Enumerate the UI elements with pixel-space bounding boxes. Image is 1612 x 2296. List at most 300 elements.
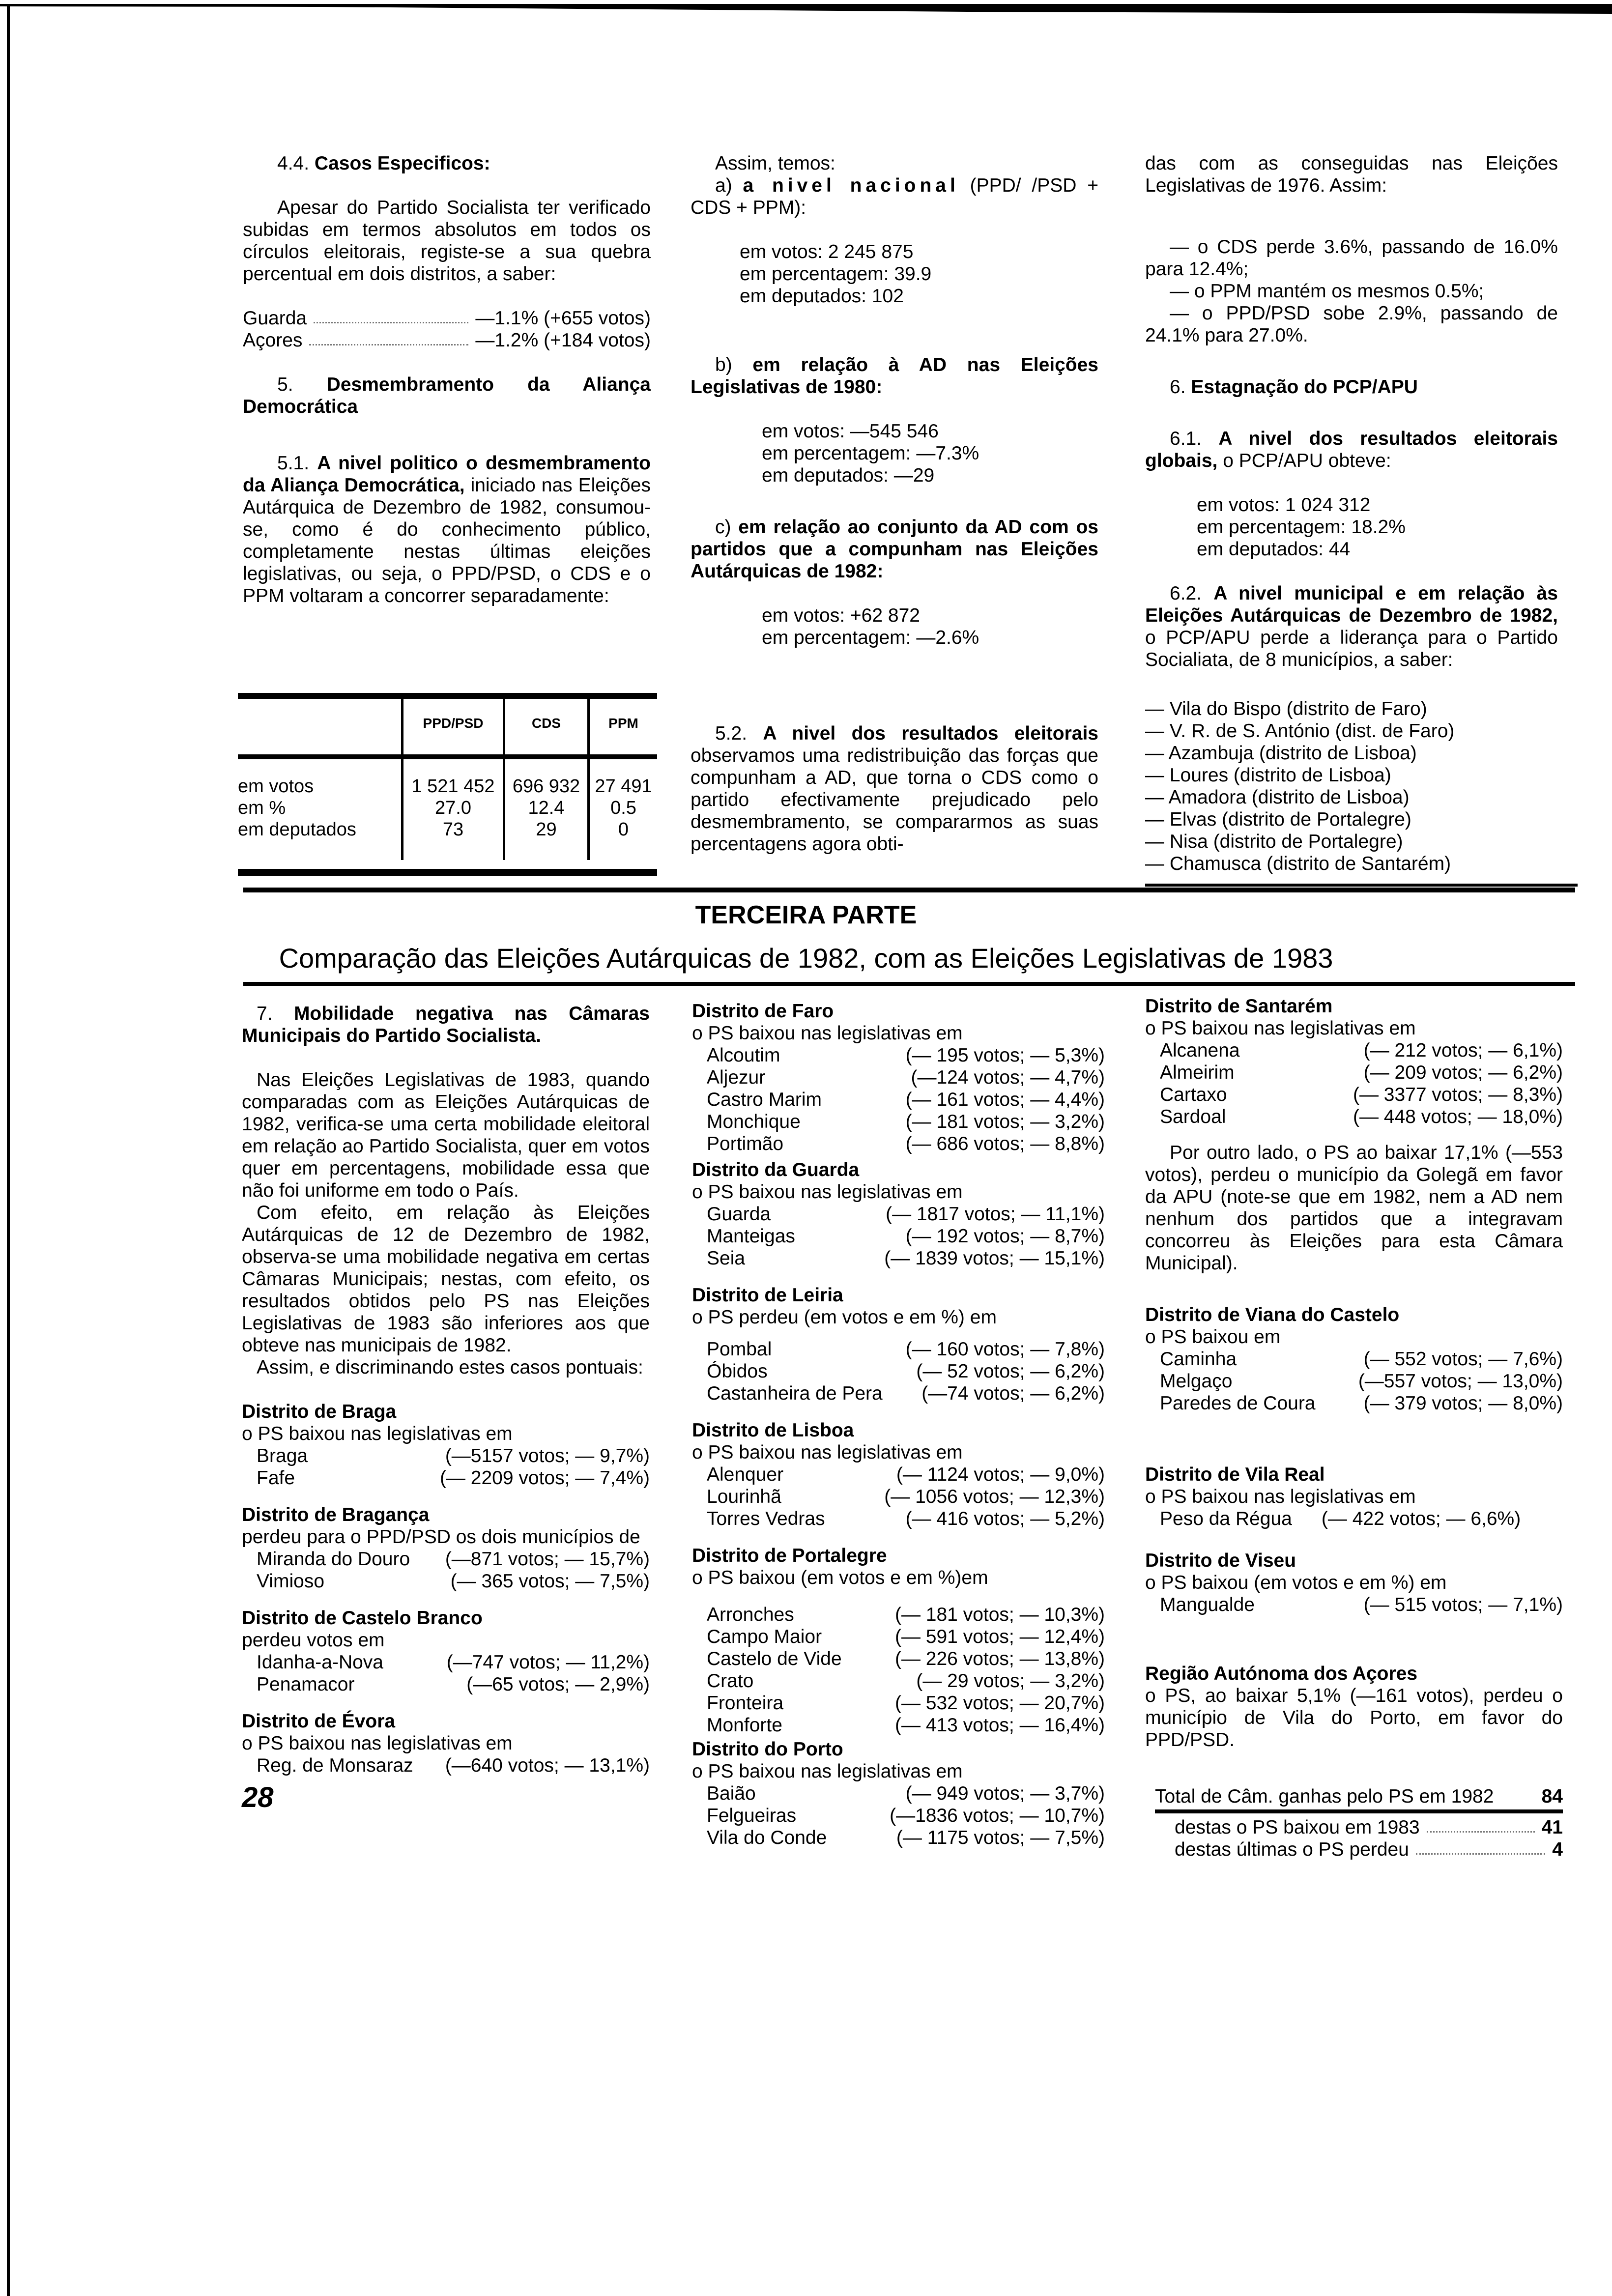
bold-lead: A nivel dos resultados eleitorais bbox=[763, 723, 1098, 744]
row-label: em votos bbox=[238, 776, 314, 797]
spacer bbox=[403, 753, 504, 775]
district-braga bbox=[242, 1401, 650, 1489]
cell: 696 932 bbox=[504, 775, 589, 797]
table-header-ppm: PPM bbox=[589, 693, 658, 753]
municipality: Alcoutim bbox=[707, 1045, 780, 1066]
loss-value: (— 365 votos; — 7,5%) bbox=[450, 1571, 650, 1592]
district-santarem bbox=[1145, 995, 1563, 1274]
section-6-1-paragraph bbox=[1145, 428, 1558, 472]
loss-value: (— 160 votos; — 7,8%) bbox=[905, 1339, 1105, 1360]
list-item: — o PPD/PSD sobe 2.9%, passando de 24.1% para 27.0%. bbox=[1145, 303, 1558, 346]
list-item: — Elvas (distrito de Portalegre) bbox=[1145, 809, 1411, 830]
municipality: Penamacor bbox=[257, 1674, 355, 1695]
district-title: Distrito de Leiria bbox=[692, 1285, 843, 1306]
district-title: Distrito de Lisboa bbox=[692, 1420, 854, 1441]
stat-line: em votos: +62 872 bbox=[762, 605, 920, 626]
loss-value: (— 422 votos; — 6,6%) bbox=[1321, 1508, 1521, 1529]
district-row bbox=[1160, 1106, 1563, 1128]
item-a-stats bbox=[691, 241, 1098, 307]
district-row bbox=[707, 1382, 1105, 1405]
municipality: Fafe bbox=[257, 1467, 295, 1489]
table-row bbox=[238, 797, 657, 819]
section-number: 4.4. bbox=[277, 153, 310, 174]
municipality: Portimão bbox=[707, 1133, 784, 1154]
municipality: Mangualde bbox=[1160, 1594, 1255, 1615]
municipality: Castro Marim bbox=[707, 1089, 822, 1110]
district-row bbox=[707, 1486, 1105, 1508]
district-title: Distrito da Guarda bbox=[692, 1159, 860, 1180]
scan-edge-top bbox=[0, 4, 1612, 14]
district-title: Distrito de Évora bbox=[242, 1711, 396, 1732]
loss-value: (—65 votos; — 2,9%) bbox=[466, 1674, 650, 1695]
loss-value: (— 192 votos; — 8,7%) bbox=[905, 1226, 1105, 1247]
district-subtitle: o PS baixou nas legislativas em bbox=[242, 1423, 513, 1444]
district-subtitle: perdeu para o PPD/PSD os dois municípios de bbox=[242, 1526, 640, 1548]
table-header-cds: CDS bbox=[504, 693, 589, 753]
section-5-heading bbox=[243, 373, 651, 418]
item-bold: a nivel nacional bbox=[743, 175, 959, 196]
loss-value: (— 2209 votos; — 7,4%) bbox=[439, 1467, 650, 1489]
loss-value: (— 226 votos; — 13,8%) bbox=[894, 1648, 1105, 1669]
list-item: — Amadora (distrito de Lisboa) bbox=[1145, 787, 1410, 808]
municipality: Peso da Régua bbox=[1160, 1508, 1292, 1529]
section-title: Mobilidade negativa nas Câmaras Municipais do Partido Socialista. bbox=[242, 1003, 650, 1046]
district-row bbox=[257, 1673, 650, 1695]
loss-value: (— 379 votos; — 8,0%) bbox=[1363, 1393, 1563, 1414]
district-title: Distrito de Faro bbox=[692, 1001, 834, 1022]
loss-value: (— 515 votos; — 7,1%) bbox=[1363, 1594, 1563, 1615]
district-row bbox=[707, 1111, 1105, 1133]
column-1-top bbox=[243, 152, 651, 607]
stat-line: em deputados: 102 bbox=[740, 286, 904, 307]
district-rows bbox=[242, 1651, 650, 1695]
district-subtitle: o PS baixou (em votos e em %) em bbox=[1145, 1572, 1447, 1593]
district-row bbox=[707, 1508, 1105, 1530]
section-6-heading bbox=[1145, 376, 1558, 398]
district-row bbox=[707, 1827, 1105, 1849]
municipality: Monforte bbox=[707, 1715, 782, 1736]
district-title: Distrito do Porto bbox=[692, 1739, 843, 1760]
stat-line: em votos: 1 024 312 bbox=[1197, 494, 1371, 516]
district-rows bbox=[692, 1604, 1105, 1736]
district-subtitle: o PS baixou em bbox=[1145, 1326, 1281, 1348]
district-rows bbox=[692, 1338, 1105, 1405]
loss-value: (— 552 votos; — 7,6%) bbox=[1363, 1349, 1563, 1370]
municipality: Monchique bbox=[707, 1111, 801, 1132]
item-label: c) bbox=[715, 517, 731, 538]
list-item: — Loures (distrito de Lisboa) bbox=[1145, 765, 1391, 786]
list-item: — Vila do Bispo (distrito de Faro) bbox=[1145, 698, 1427, 719]
paragraph-text: observamos uma redistribuição das forças que compunham a AD, que torna o CDS como o partido efectivamente prejudicado pelo desmembramento, se compararmos as suas percentagens agora obti- bbox=[691, 745, 1098, 855]
loss-value: (—747 votos; — 11,2%) bbox=[446, 1652, 650, 1673]
district-row bbox=[707, 1203, 1105, 1225]
stat-line: em percentagem: 39.9 bbox=[740, 263, 932, 285]
section-title: Estagnação do PCP/APU bbox=[1191, 376, 1418, 398]
loss-value: (— 1056 votos; — 12,3%) bbox=[884, 1486, 1105, 1507]
municipality: Aljezur bbox=[707, 1067, 766, 1088]
spacer bbox=[238, 753, 403, 775]
loss-value: (— 195 votos; — 5,3%) bbox=[905, 1045, 1105, 1066]
municipality: Idanha-a-Nova bbox=[257, 1652, 383, 1673]
case-value: —1.2% (+184 votos) bbox=[475, 330, 651, 351]
district-title: Distrito de Castelo Branco bbox=[242, 1607, 483, 1629]
municipality: Felgueiras bbox=[707, 1805, 797, 1826]
column-2-top bbox=[691, 152, 1098, 855]
loss-value: (— 3377 votos; — 8,3%) bbox=[1353, 1084, 1563, 1105]
district-subtitle: o PS baixou nas legislativas em bbox=[692, 1761, 963, 1782]
item-label: b) bbox=[715, 354, 732, 375]
district-row bbox=[707, 1360, 1105, 1382]
district-rows bbox=[1145, 1508, 1563, 1530]
district-row bbox=[1160, 1594, 1563, 1616]
district-leiria bbox=[692, 1284, 1105, 1405]
loss-value: (—124 votos; — 4,7%) bbox=[911, 1067, 1105, 1088]
spacer bbox=[238, 840, 403, 860]
stat-line: em votos: 2 245 875 bbox=[740, 241, 914, 262]
page-number: 28 bbox=[242, 1781, 274, 1813]
stat-line: em percentagem: —7.3% bbox=[762, 443, 979, 464]
region-acores bbox=[1145, 1663, 1563, 1751]
cell: 0 bbox=[589, 819, 658, 840]
district-row bbox=[1160, 1084, 1563, 1106]
district-row bbox=[707, 1247, 1105, 1269]
cell: 29 bbox=[504, 819, 589, 840]
district-row bbox=[257, 1570, 650, 1592]
summary-total-value: 84 bbox=[1541, 1786, 1563, 1807]
district-row bbox=[707, 1338, 1105, 1360]
spacer bbox=[589, 753, 658, 775]
district-row bbox=[257, 1445, 650, 1467]
table-rule-bottom bbox=[238, 869, 657, 876]
municipality: Fronteira bbox=[707, 1693, 784, 1714]
municipality: Vimioso bbox=[257, 1571, 325, 1592]
case-value: —1.1% (+655 votos) bbox=[475, 308, 651, 329]
item-b bbox=[691, 354, 1098, 398]
section-number: 6.2. bbox=[1170, 583, 1202, 604]
municipality: Alcanena bbox=[1160, 1040, 1240, 1061]
district-row bbox=[707, 1225, 1105, 1247]
district-subtitle: o PS baixou nas legislativas em bbox=[242, 1733, 513, 1754]
scan-edge-left bbox=[7, 5, 10, 2296]
column-1-bottom bbox=[242, 1003, 650, 1813]
column-3-top bbox=[1145, 152, 1558, 875]
item-b-stats bbox=[691, 420, 1098, 487]
col3-rule bbox=[1145, 884, 1578, 887]
case-row bbox=[243, 329, 651, 351]
district-portalegre bbox=[692, 1545, 1105, 1736]
district-guarda bbox=[692, 1159, 1105, 1269]
section-4-4-heading bbox=[243, 152, 651, 174]
section-7-heading bbox=[242, 1003, 650, 1047]
district-rows bbox=[1145, 1594, 1563, 1616]
paragraph: Assim, e discriminando estes casos pontuais: bbox=[257, 1357, 643, 1378]
district-rows bbox=[242, 1445, 650, 1489]
district-title: Distrito de Portalegre bbox=[692, 1545, 887, 1566]
municipality: Arronches bbox=[707, 1604, 794, 1625]
district-row bbox=[707, 1805, 1105, 1827]
part-rule-bottom bbox=[243, 982, 1575, 986]
district-row bbox=[1160, 1348, 1563, 1370]
stat-line: em deputados: —29 bbox=[762, 465, 935, 486]
case-name: Guarda bbox=[243, 308, 307, 329]
table-row bbox=[238, 819, 657, 840]
section-5-2-paragraph bbox=[691, 722, 1098, 855]
district-row bbox=[707, 1670, 1105, 1692]
cell: 1 521 452 bbox=[403, 775, 504, 797]
item-a bbox=[691, 174, 1098, 219]
loss-value: (—640 votos; — 13,1%) bbox=[445, 1755, 650, 1776]
loss-value: (—1836 votos; — 10,7%) bbox=[890, 1805, 1105, 1826]
section-number: 6.1. bbox=[1170, 428, 1202, 449]
item-bold: em relação ao conjunto da AD com os partidos que a compunham nas Eleições Autárquicas de 1982: bbox=[691, 517, 1099, 582]
paragraph-text: o PCP/APU obteve: bbox=[1217, 450, 1391, 471]
summary-row bbox=[1175, 1838, 1563, 1861]
district-viseu bbox=[1145, 1550, 1563, 1616]
stat-line: em percentagem: 18.2% bbox=[1197, 517, 1406, 538]
loss-value: (—74 votos; — 6,2%) bbox=[921, 1383, 1105, 1404]
loss-value: (— 949 votos; — 3,7%) bbox=[905, 1783, 1105, 1804]
municipality: Lourinhã bbox=[707, 1486, 781, 1507]
district-rows bbox=[692, 1203, 1105, 1269]
district-rows bbox=[242, 1548, 650, 1592]
municipality: Cartaxo bbox=[1160, 1084, 1227, 1105]
list-item: — Nisa (distrito de Portalegre) bbox=[1145, 831, 1403, 852]
loss-value: (— 591 votos; — 12,4%) bbox=[894, 1626, 1105, 1647]
district-row bbox=[257, 1467, 650, 1489]
municipality: Melgaço bbox=[1160, 1371, 1233, 1392]
summary-row bbox=[1175, 1816, 1563, 1838]
municipality: Manteigas bbox=[707, 1226, 795, 1247]
district-subtitle: o PS baixou (em votos e em %)em bbox=[692, 1567, 988, 1588]
loss-value: (— 413 votos; — 16,4%) bbox=[894, 1715, 1105, 1736]
table-header-ppd-psd: PPD/PSD bbox=[403, 693, 504, 753]
municipios-list bbox=[1145, 698, 1558, 875]
municipality: Óbidos bbox=[707, 1361, 768, 1382]
loss-value: (— 532 votos; — 20,7%) bbox=[894, 1693, 1105, 1714]
summary-rows bbox=[1155, 1816, 1563, 1861]
loss-value: (— 181 votos; — 3,2%) bbox=[905, 1111, 1105, 1132]
list-item: — o CDS perde 3.6%, passando de 16.0% para 12.4%; bbox=[1145, 236, 1558, 280]
municipality: Caminha bbox=[1160, 1349, 1237, 1370]
district-subtitle: o PS baixou nas legislativas em bbox=[1145, 1018, 1416, 1039]
district-rows bbox=[1145, 1039, 1563, 1128]
loss-value: (— 1839 votos; — 15,1%) bbox=[884, 1248, 1105, 1269]
loss-value: (—5157 votos; — 9,7%) bbox=[445, 1445, 650, 1466]
paragraph: Nas Eleições Legislativas de 1983, quando comparadas com as Eleições Autárquicas de 1982, verifica-se uma certa mobilidade eleitoral em relação ao Partido Socialista, quer em votos quer em percentagens, mobilidade essa que não foi uniforme em todo o País. bbox=[242, 1069, 650, 1201]
loss-value: (—871 votos; — 15,7%) bbox=[445, 1549, 650, 1570]
district-title: Distrito de Bragança bbox=[242, 1504, 430, 1525]
municipality: Crato bbox=[707, 1670, 754, 1692]
district-title: Distrito de Viseu bbox=[1145, 1550, 1296, 1571]
part-title: TERCEIRA PARTE bbox=[695, 901, 917, 929]
loss-value: (—557 votos; — 13,0%) bbox=[1358, 1371, 1563, 1392]
cases-list bbox=[243, 307, 651, 351]
loss-value: (— 29 votos; — 3,2%) bbox=[916, 1670, 1105, 1692]
district-subtitle: o PS perdeu (em votos e em %) em bbox=[692, 1307, 997, 1328]
part-rule-top bbox=[243, 888, 1575, 892]
section-title: Desmembramento da Aliança Democrática bbox=[243, 374, 651, 417]
row-label: em % bbox=[238, 798, 286, 818]
district-row bbox=[707, 1464, 1105, 1486]
list-item: — Chamusca (distrito de Santarém) bbox=[1145, 853, 1451, 874]
district-lisboa bbox=[692, 1419, 1105, 1530]
leader-dots bbox=[1427, 1816, 1535, 1833]
district-evora bbox=[242, 1710, 650, 1777]
district-rows bbox=[242, 1754, 650, 1777]
continuation-text: das com as conseguidas nas Eleições Legislativas de 1976. Assim: bbox=[1145, 153, 1558, 196]
municipality: Alenquer bbox=[707, 1464, 784, 1485]
cell: 27.0 bbox=[403, 797, 504, 819]
district-subtitle: o PS baixou nas legislativas em bbox=[692, 1023, 963, 1044]
summary-value: 41 bbox=[1541, 1817, 1563, 1838]
district-rows bbox=[692, 1044, 1105, 1155]
district-rows bbox=[692, 1464, 1105, 1530]
district-row bbox=[707, 1044, 1105, 1066]
section-number: 5. bbox=[277, 374, 293, 395]
bold-lead: A nivel municipal e em relação às Eleições Autárquicas de Dezembro de 1982, bbox=[1145, 583, 1558, 626]
municipality: Guarda bbox=[707, 1204, 771, 1225]
item-c bbox=[691, 516, 1098, 582]
district-subtitle: o PS baixou nas legislativas em bbox=[692, 1442, 963, 1463]
item-text: (PPD/ /PSD + CDS + PPM): bbox=[691, 175, 1099, 218]
district-row bbox=[707, 1626, 1105, 1648]
column-2-bottom bbox=[692, 1000, 1105, 1849]
table-row bbox=[238, 775, 657, 797]
district-row bbox=[1160, 1370, 1563, 1392]
section-5-1-paragraph bbox=[243, 452, 651, 607]
district-row bbox=[707, 1604, 1105, 1626]
loss-value: (— 161 votos; — 4,4%) bbox=[905, 1089, 1105, 1110]
cell: 0.5 bbox=[589, 797, 658, 819]
municipality: Miranda do Douro bbox=[257, 1549, 410, 1570]
paragraph: Com efeito, em relação às Eleições Autárquicas de 12 de Dezembro de 1982, observa-se uma mobilidade negativa em certas Câmaras Municipais; nestas, com efeito, os resultados obtidos pelo PS nas Eleições Legislativas de 1983 são inferiores aos que obteve nas municipais de 1982. bbox=[242, 1202, 650, 1356]
municipality: Sardoal bbox=[1160, 1106, 1226, 1127]
list-item: — o PPM mantém os mesmos 0.5%; bbox=[1170, 281, 1484, 302]
results-table bbox=[238, 693, 657, 860]
district-row bbox=[707, 1133, 1105, 1155]
section-number: 7. bbox=[257, 1003, 273, 1024]
loss-value: (— 416 votos; — 5,2%) bbox=[905, 1508, 1105, 1529]
summary-label: destas o PS baixou em 1983 bbox=[1175, 1817, 1420, 1838]
summary-value: 4 bbox=[1552, 1839, 1563, 1860]
district-row bbox=[1160, 1039, 1563, 1062]
loss-value: (— 1124 votos; — 9,0%) bbox=[896, 1464, 1105, 1485]
leader-dots bbox=[314, 307, 468, 323]
loss-value: (— 181 votos; — 10,3%) bbox=[894, 1604, 1105, 1625]
loss-value: (— 686 votos; — 8,8%) bbox=[905, 1133, 1105, 1154]
district-row bbox=[707, 1714, 1105, 1736]
item-c-stats bbox=[691, 604, 1098, 649]
section-number: 5.1. bbox=[277, 453, 310, 474]
district-subtitle: perdeu votos em bbox=[242, 1630, 385, 1651]
district-row bbox=[707, 1648, 1105, 1670]
santarem-note: Por outro lado, o PS ao baixar 17,1% (—553 votos), perdeu o município da Golegã em favor da APU (note-se que em 1982, nem a AD nem nenhum dos partidos que a integravam concorreu às Eleições para esta Câmara Municipal). bbox=[1145, 1142, 1563, 1274]
list-item: — V. R. de S. António (dist. de Faro) bbox=[1145, 720, 1455, 742]
district-subtitle: o PS baixou nas legislativas em bbox=[692, 1181, 963, 1203]
district-row bbox=[1160, 1392, 1563, 1414]
part-subtitle: Comparação das Eleições Autárquicas de 1982, com as Eleições Legislativas de 1983 bbox=[279, 943, 1333, 974]
row-label: em deputados bbox=[238, 819, 356, 840]
district-row bbox=[1160, 1508, 1563, 1530]
district-title: Região Autónoma dos Açores bbox=[1145, 1663, 1418, 1684]
district-braganca bbox=[242, 1504, 650, 1592]
loss-value: (— 1817 votos; — 11,1%) bbox=[886, 1204, 1105, 1225]
leader-dots bbox=[309, 329, 468, 345]
table-header-blank bbox=[238, 693, 403, 753]
section-4-4-paragraph: Apesar do Partido Socialista ter verificado subidas em termos absolutos em todos os círculos eleitorais, registe-se a sua quebra percentual em dois distritos, a saber: bbox=[243, 197, 651, 285]
district-row bbox=[257, 1548, 650, 1570]
municipality: Almeirim bbox=[1160, 1062, 1235, 1083]
section-title: Casos Especificos: bbox=[314, 153, 490, 174]
summary-total bbox=[1155, 1785, 1563, 1813]
district-row bbox=[707, 1692, 1105, 1714]
loss-value: (— 448 votos; — 18,0%) bbox=[1353, 1106, 1563, 1127]
summary-total-label: Total de Câm. ganhas pelo PS em 1982 bbox=[1155, 1786, 1494, 1807]
party-changes-list bbox=[1145, 236, 1558, 346]
district-row bbox=[257, 1754, 650, 1777]
municipality: Campo Maior bbox=[707, 1626, 822, 1647]
municipality: Vila do Conde bbox=[707, 1827, 827, 1848]
district-faro bbox=[692, 1000, 1105, 1155]
district-rows bbox=[1145, 1348, 1563, 1414]
district-row bbox=[257, 1651, 650, 1673]
district-porto bbox=[692, 1738, 1105, 1849]
loss-value: (— 1175 votos; — 7,5%) bbox=[896, 1827, 1105, 1848]
district-title: Distrito de Braga bbox=[242, 1401, 397, 1422]
section-number: 5.2. bbox=[715, 723, 748, 744]
municipality: Paredes de Coura bbox=[1160, 1393, 1316, 1414]
list-item: — Azambuja (distrito de Lisboa) bbox=[1145, 743, 1417, 764]
district-viana-do-castelo bbox=[1145, 1304, 1563, 1414]
spacer bbox=[504, 840, 589, 860]
column-3-bottom bbox=[1145, 995, 1563, 1861]
paragraph-text: o PCP/APU perde a liderança para o Partido Socialiata, de 8 municípios, a saber: bbox=[1145, 627, 1558, 670]
district-title: Distrito de Viana do Castelo bbox=[1145, 1304, 1400, 1325]
municipality: Castanheira de Pera bbox=[707, 1383, 883, 1404]
district-row bbox=[707, 1066, 1105, 1089]
district-title: Distrito de Vila Real bbox=[1145, 1464, 1325, 1485]
municipality: Braga bbox=[257, 1445, 308, 1466]
district-castelo-branco bbox=[242, 1607, 650, 1695]
summary-label: destas últimas o PS perdeu bbox=[1175, 1839, 1409, 1860]
district-row bbox=[707, 1089, 1105, 1111]
case-name: Açores bbox=[243, 330, 303, 351]
municipality: Pombal bbox=[707, 1339, 772, 1360]
bold-lead: A nivel politico o desmembramento da Aliança Democrática, bbox=[243, 453, 651, 496]
section-6-1-stats bbox=[1145, 494, 1558, 560]
district-subtitle: o PS baixou nas legislativas em bbox=[1145, 1486, 1416, 1507]
cell: 27 491 bbox=[589, 775, 658, 797]
district-vila-real bbox=[1145, 1464, 1563, 1530]
municipality: Castelo de Vide bbox=[707, 1648, 842, 1669]
leader-dots bbox=[1416, 1838, 1545, 1855]
stat-line: em votos: —545 546 bbox=[762, 421, 939, 442]
intro-text: Assim, temos: bbox=[715, 153, 835, 174]
loss-value: (— 209 votos; — 6,2%) bbox=[1363, 1062, 1563, 1083]
district-row bbox=[1160, 1062, 1563, 1084]
municipality: Torres Vedras bbox=[707, 1508, 825, 1529]
district-rows bbox=[692, 1782, 1105, 1849]
spacer bbox=[504, 753, 589, 775]
region-text: o PS, ao baixar 5,1% (—161 votos), perdeu o município de Vila do Porto, em favor do PPD/PSD. bbox=[1145, 1685, 1563, 1751]
item-label: a) bbox=[715, 175, 732, 196]
paragraph-text: iniciado nas Eleições Autárquica de Dezembro de 1982, consumou-se, como é do conhecimento público, completamente nestas últimas eleições legislativas, ou seja, o PPD/PSD, o CDS e o PPM voltaram a concorrer separadamente: bbox=[243, 475, 651, 606]
municipality: Baião bbox=[707, 1783, 756, 1804]
case-row bbox=[243, 307, 651, 329]
municipality: Seia bbox=[707, 1248, 746, 1269]
spacer bbox=[403, 840, 504, 860]
stat-line: em deputados: 44 bbox=[1197, 539, 1351, 560]
